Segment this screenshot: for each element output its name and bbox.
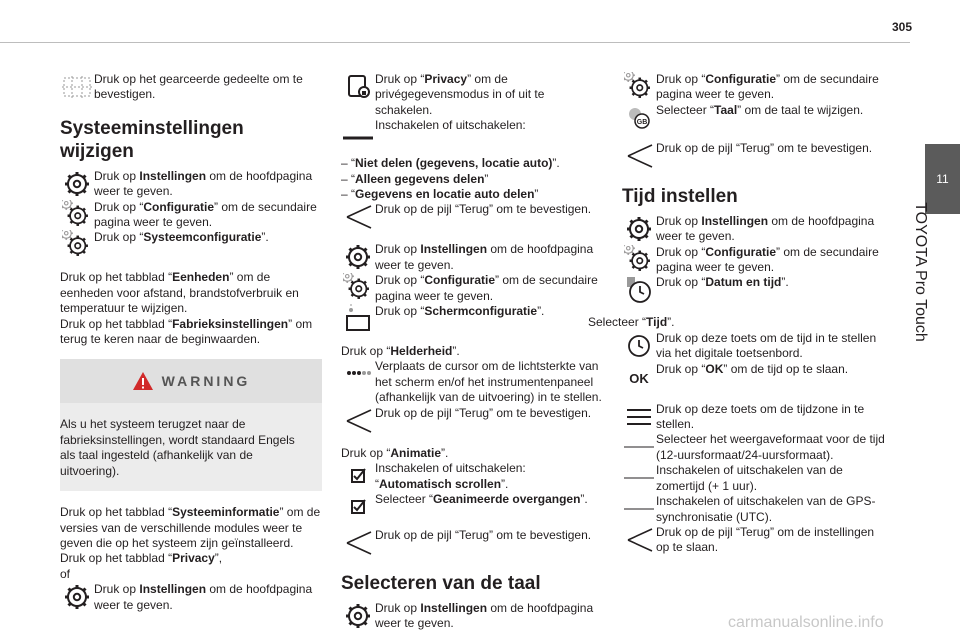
step-configuration: Druk op “Configuratie” om de secundaire pagina weer te geven. [60, 200, 322, 231]
clock-icon [624, 275, 654, 305]
privacy-icon [343, 72, 373, 102]
settings-gear-icon [62, 169, 92, 199]
ok-icon: OK [629, 370, 649, 386]
settings-gear-icon [343, 242, 373, 272]
warning-triangle-icon [132, 371, 154, 391]
language-flag-icon [624, 103, 654, 133]
back-arrow-icon [343, 528, 373, 558]
back-arrow-icon [624, 141, 654, 171]
configuration-gear-icon [62, 200, 92, 230]
step-configuration-2: Druk op “Configuratie” om de secundaire pagina weer te geven. [622, 245, 886, 276]
checkbox-icon [343, 492, 373, 522]
gps-step: Inschakelen of uitschakelen van de GPS-synchronisatie (UTC). [622, 494, 886, 525]
factory-text: Druk op het tabblad “Fabrieksinstellingen” om terug te keren naar de beginwaarden. [60, 316, 313, 347]
column-2 [341, 72, 605, 632]
option-1: – “Niet delen (gegevens, locatie auto)”. [341, 156, 560, 171]
step-back-3: Druk op de pijl “Terug” om te bevestigen. [341, 528, 605, 558]
timezone-step: Druk op deze toets om de tijdzone in te stellen. [622, 402, 886, 433]
or-text: of [60, 566, 71, 581]
animation-transitions: Selecteer “Geanimeerde overgangen”. [341, 492, 605, 522]
step-settings-2: Druk op Instellingen om de hoofdpagina weer te geven. [341, 601, 605, 632]
animation-toggle: Inschakelen of uitschakelen: “Automatisch scrollen”. [341, 461, 605, 492]
brightness-text: Druk op “Helderheid”. [341, 344, 460, 359]
warning-box [60, 359, 322, 491]
warning-title: WARNING [161, 373, 251, 390]
configuration-gear-icon [343, 273, 373, 303]
brightness-step: Verplaats de cursor om de lichtsterkte van het scherm en/of het instrumentenpaneel (afhankelijk van de uitvoering) in te stellen. [341, 359, 605, 405]
step-settings: Druk op Instellingen om de hoofdpagina weer te geven. [341, 242, 605, 273]
step-toggle: Inschakelen of uitschakelen: [341, 118, 605, 148]
step-language: GB Selecteer “Taal” om de taal te wijzigen. [622, 103, 886, 133]
heading-system-settings: Systeeminstellingen wijzigen [60, 117, 244, 162]
format-step: Selecteer het weergaveformaat voor de tijd (12-uursformaat/24-uursformaat). [622, 432, 886, 463]
option-3: – “Gegevens en locatie auto delen” [341, 187, 539, 202]
toggle-line-icon [624, 494, 654, 524]
step-back-1: Druk op de pijl “Terug” om te bevestigen. [341, 202, 605, 232]
sysinfo-text: Druk op het tabblad “Systeeminformatie” om de versies van de verschillende modules weer te geven die op het systeem zijn geïnstalleerd. [60, 505, 321, 550]
configuration-gear-icon [62, 230, 92, 260]
summer-time-step: Inschakelen of uitschakelen van de zomertijd (+ 1 uur). [622, 463, 886, 494]
chapter-title: TOYOTA Pro Touch [912, 202, 929, 342]
warning-text: Als u het systeem terugzet naar de fabrieksinstellingen, wordt standaard Engels als taal ingesteld (afhankelijk van de uitvoering). [60, 417, 295, 478]
step-screen-configuration: Druk op “Schermconfiguratie”. [341, 304, 605, 334]
hatched-area-icon [62, 72, 92, 102]
back-arrow-icon [343, 202, 373, 232]
list-icon [624, 402, 654, 432]
option-2: – “Alleen gegevens delen” [341, 171, 489, 186]
configuration-gear-icon [624, 72, 654, 102]
watermark: carmanualsonline.info [728, 614, 884, 631]
hatched-text: Druk op het gearceerde gedeelte om te bevestigen. [94, 72, 303, 102]
hatched-step [60, 72, 322, 103]
step-settings-2: Druk op Instellingen om de hoofdpagina weer te geven. [60, 582, 322, 613]
step-settings: Druk op Instellingen om de hoofdpagina weer te geven. [60, 169, 322, 200]
column-3: Druk op “Configuratie” om de secundaire pagina weer te geven. GB Selecteer “Taal” om de taal te wijzigen. Druk op de pijl “Terug” om te bevestigen. Tijd instellen Druk op Instellingen om de hoofdpagina weer te geven. Druk op “Configuratie” om de secundaire pagina weer te geven. Druk op “Datum en tijd”. Selecteer “Tijd”. Druk op deze toets om de tijd in te stellen via het digitale toetsenbord. OK Druk op “OK” om de tijd op te slaan. Druk op deze toets om de tijdzone in te stellen. Selecteer het weergaveformaat voor de tijd (12-uursformaat/24-uursformaat). Inschakelen of uitschakelen van de zomertijd (+ 1 uur). Inschakelen of uitschakelen van de GPS-synchronisatie (UTC). Druk op de pijl “Terug” om de instellingen op te slaan. [622, 72, 886, 556]
page-number: 305 [892, 20, 913, 34]
privacy-tab-text: Druk op het tabblad “Privacy”, [60, 551, 223, 566]
step-date-time: Druk op “Datum en tijd”. [622, 275, 886, 305]
clock-icon [624, 331, 654, 361]
heading-time: Tijd instellen [622, 185, 738, 207]
toggle-bar-icon [343, 118, 373, 148]
settings-gear-icon [343, 601, 373, 631]
step-settings: Druk op Instellingen om de hoofdpagina weer te geven. [622, 214, 886, 245]
step-configuration: Druk op “Configuratie” om de secundaire pagina weer te geven. [622, 72, 886, 103]
settings-gear-icon [62, 582, 92, 612]
chapter-tab: 11 [925, 144, 960, 214]
configuration-gear-icon [624, 245, 654, 275]
units-text: Druk op het tabblad “Eenheden” om de eenheden voor afstand, brandstofverbruik en temperatuur te wijzigen. [60, 270, 299, 316]
step-back-1: Druk op de pijl “Terug” om te bevestigen. [622, 141, 886, 171]
slider-dots-icon [343, 359, 373, 389]
settings-gear-icon [624, 214, 654, 244]
svg-text:GB: GB [636, 118, 648, 126]
toggle-line-icon [624, 463, 654, 493]
column-1 [60, 72, 322, 613]
heading-language: Selecteren van de taal [341, 572, 541, 594]
toggle-line-icon [624, 432, 654, 462]
step-back-2: Druk op de pijl “Terug” om te bevestigen. [341, 406, 605, 436]
screen-brightness-icon [343, 304, 373, 334]
step-configuration: Druk op “Configuratie” om de secundaire pagina weer te geven. [341, 273, 605, 304]
checkbox-icon [343, 461, 373, 491]
ok-step: OK Druk op “OK” om de tijd op te slaan. [622, 362, 886, 392]
step-privacy: Druk op “Privacy” om de privégegevensmodus in of uit te schakelen. [341, 72, 605, 118]
animation-text: Druk op “Animatie”. [341, 445, 449, 460]
step-system-configuration: Druk op “Systeemconfiguratie”. [60, 230, 322, 260]
header-rule [0, 42, 910, 43]
back-arrow-icon [343, 406, 373, 436]
set-time-step: Druk op deze toets om de tijd in te stellen via het digitale toetsenbord. [622, 331, 886, 362]
back-arrow-icon [624, 525, 654, 555]
step-back-2: Druk op de pijl “Terug” om de instellingen op te slaan. [622, 525, 886, 556]
